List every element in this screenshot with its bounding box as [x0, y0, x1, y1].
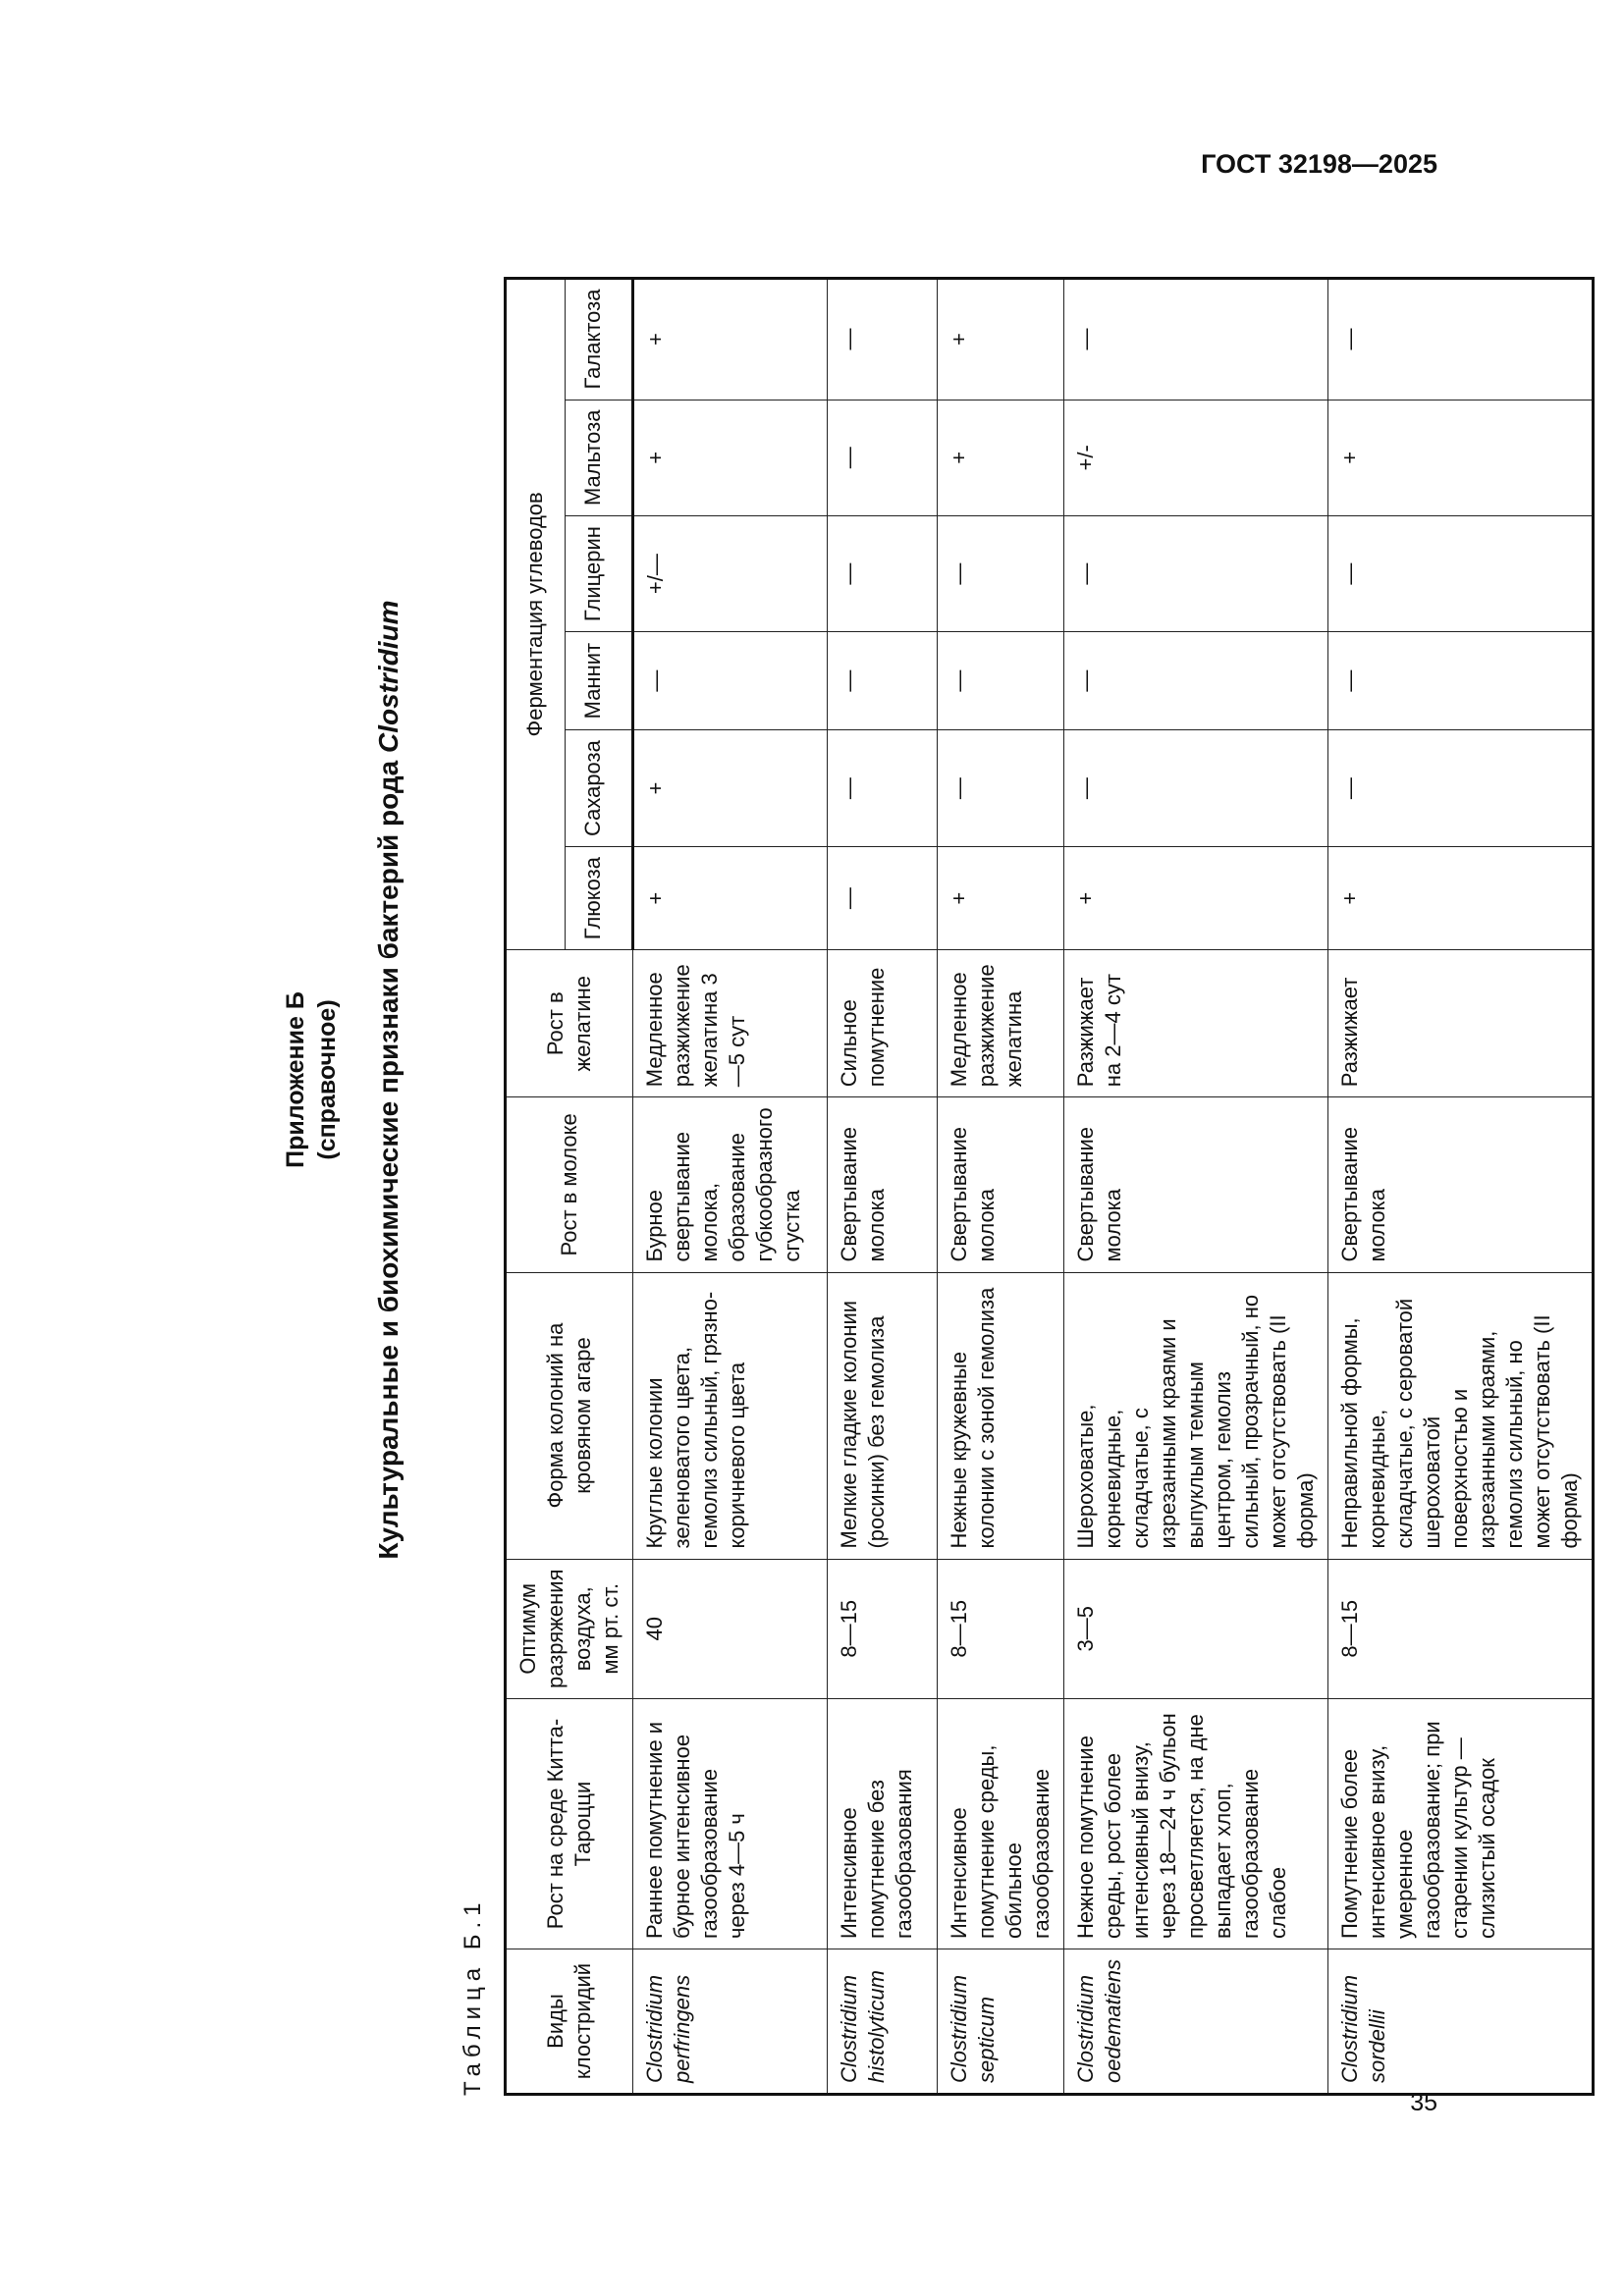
table-heading-text: Культуральные и биохимические признаки бактерий рода — [373, 760, 404, 1560]
cell-colonies: Шероховатые, корневидные, складчатые, с изрезанными краями и выпуклым темным центром, гемолиз сильный, прозрачный, но может отсутствовать (II форма) — [1064, 1272, 1328, 1559]
col-header-glycerol: Глицерин — [565, 516, 632, 632]
cell-milk: Свертывание молока — [938, 1097, 1064, 1272]
cell-galactose: + — [938, 278, 1064, 400]
bacteria-characteristics-table — [504, 277, 1595, 2096]
cell-glycerol: — — [938, 516, 1064, 632]
cell-vacuum: 3—5 — [1064, 1559, 1328, 1699]
col-header-maltose: Мальтоза — [565, 400, 632, 516]
cell-mannitol: — — [938, 632, 1064, 730]
cell-vacuum: 8—15 — [938, 1559, 1064, 1699]
cell-colonies: Неправильной формы, корневидные, складчатые, с сероватой шероховатой поверхностью и изрезанными краями, гемолиз сильный, но может отсутствовать (II форма) — [1328, 1272, 1594, 1559]
cell-galactose: — — [1064, 278, 1328, 400]
rotated-page-content — [280, 49, 1582, 2110]
cell-colonies: Нежные кружевные колонии с зоной гемолиза — [938, 1272, 1064, 1559]
table-row — [828, 278, 938, 2094]
cell-glucose: + — [1328, 847, 1594, 950]
cell-gelatin: Разжижает — [1328, 950, 1594, 1097]
cell-glucose: + — [938, 847, 1064, 950]
cell-sucrose: — — [1064, 730, 1328, 847]
cell-glycerol: — — [1064, 516, 1328, 632]
table-label: Таблица Б.1 — [460, 1896, 486, 2096]
cell-glucose: + — [633, 847, 828, 950]
cell-species: Clostridium sordellii — [1328, 1949, 1594, 2095]
table-heading — [373, 49, 405, 2110]
col-header-sucrose: Сахароза — [565, 730, 632, 847]
cell-milk: Свертывание молока — [828, 1097, 938, 1272]
table-row — [1064, 278, 1328, 2094]
cell-galactose: + — [633, 278, 828, 400]
cell-gelatin: Медленное разжижение желатина 3—5 сут — [633, 950, 828, 1097]
cell-milk: Свертывание молока — [1328, 1097, 1594, 1272]
appendix-name: Приложение Б — [282, 991, 309, 1168]
cell-gelatin: Сильное помутнение — [828, 950, 938, 1097]
cell-sucrose: + — [633, 730, 828, 847]
col-header-colonies: Форма колоний на кровяном агаре — [506, 1272, 633, 1559]
cell-species: Clostridium septicum — [938, 1949, 1064, 2095]
cell-species: Clostridium oedematiens — [1064, 1949, 1328, 2095]
cell-vacuum: 8—15 — [1328, 1559, 1594, 1699]
cell-milk: Бурное свертывание молока, образование губкообразного сгустка — [633, 1097, 828, 1272]
cell-glycerol: — — [828, 516, 938, 632]
col-header-kitt-tarozzi: Рост на среде Китта-Тароцци — [506, 1699, 633, 1949]
cell-sucrose: — — [1328, 730, 1594, 847]
cell-sucrose: — — [938, 730, 1064, 847]
cell-vacuum: 8—15 — [828, 1559, 938, 1699]
document-code: ГОСТ 32198—2025 — [1201, 149, 1437, 179]
cell-mannitol: — — [633, 632, 828, 730]
col-header-fermentation: Ферментация углеводов — [506, 278, 566, 950]
cell-gelatin: Медленное разжижение желатина — [938, 950, 1064, 1097]
cell-mannitol: — — [1064, 632, 1328, 730]
table-row — [633, 278, 828, 2094]
cell-gelatin: Разжижает на 2—4 сут — [1064, 950, 1328, 1097]
cell-maltose: +/- — [1064, 400, 1328, 516]
cell-maltose: + — [1328, 400, 1594, 516]
cell-kitt-tarozzi: Помутнение более интенсивное внизу, умеренное газообразование; при старении культур — слизистый осадок — [1328, 1699, 1594, 1949]
table-heading-genus: Clostridium — [373, 600, 404, 753]
col-header-galactose: Галактоза — [565, 278, 632, 400]
cell-colonies: Круглые колонии зеленоватого цвета, гемолиз сильный, грязно-коричневого цвета — [633, 1272, 828, 1559]
cell-maltose: — — [828, 400, 938, 516]
cell-glucose: + — [1064, 847, 1328, 950]
cell-mannitol: — — [828, 632, 938, 730]
cell-kitt-tarozzi: Нежное помутнение среды, рост более интенсивный внизу, через 18—24 ч бульон просветляется, на дне выпадает хлоп, газообразование слабое — [1064, 1699, 1328, 1949]
cell-glycerol: — — [1328, 516, 1594, 632]
cell-kitt-tarozzi: Интенсивное помутнение среды, обильное газообразование — [938, 1699, 1064, 1949]
cell-mannitol: — — [1328, 632, 1594, 730]
col-header-glucose: Глюкоза — [565, 847, 632, 950]
table-row — [1328, 278, 1594, 2094]
table-header-row — [506, 278, 566, 2094]
col-header-gelatin: Рост в желатине — [506, 950, 633, 1097]
cell-maltose: + — [633, 400, 828, 516]
cell-species: Clostridium perfringens — [633, 1949, 828, 2095]
cell-glucose: — — [828, 847, 938, 950]
page-number: 35 — [1410, 2089, 1437, 2116]
cell-galactose: — — [1328, 278, 1594, 400]
cell-kitt-tarozzi: Раннее помутнение и бурное интенсивное газообразование через 4—5 ч — [633, 1699, 828, 1949]
col-header-species: Виды клостридий — [506, 1949, 633, 2095]
col-header-vacuum: Оптимум разряжения воздуха, мм рт. ст. — [506, 1559, 633, 1699]
cell-sucrose: — — [828, 730, 938, 847]
cell-milk: Свертывание молока — [1064, 1097, 1328, 1272]
cell-maltose: + — [938, 400, 1064, 516]
cell-species: Clostridium histolyticum — [828, 1949, 938, 2095]
table-row — [938, 278, 1064, 2094]
col-header-mannitol: Маннит — [565, 632, 632, 730]
cell-galactose: — — [828, 278, 938, 400]
cell-glycerol: +/— — [633, 516, 828, 632]
appendix-title — [280, 49, 343, 2110]
cell-vacuum: 40 — [633, 1559, 828, 1699]
col-header-milk: Рост в молоке — [506, 1097, 633, 1272]
cell-kitt-tarozzi: Интенсивное помутнение без газообразования — [828, 1699, 938, 1949]
cell-colonies: Мелкие гладкие колонии (росинки) без гемолиза — [828, 1272, 938, 1559]
appendix-subtitle: (справочное) — [313, 999, 341, 1160]
